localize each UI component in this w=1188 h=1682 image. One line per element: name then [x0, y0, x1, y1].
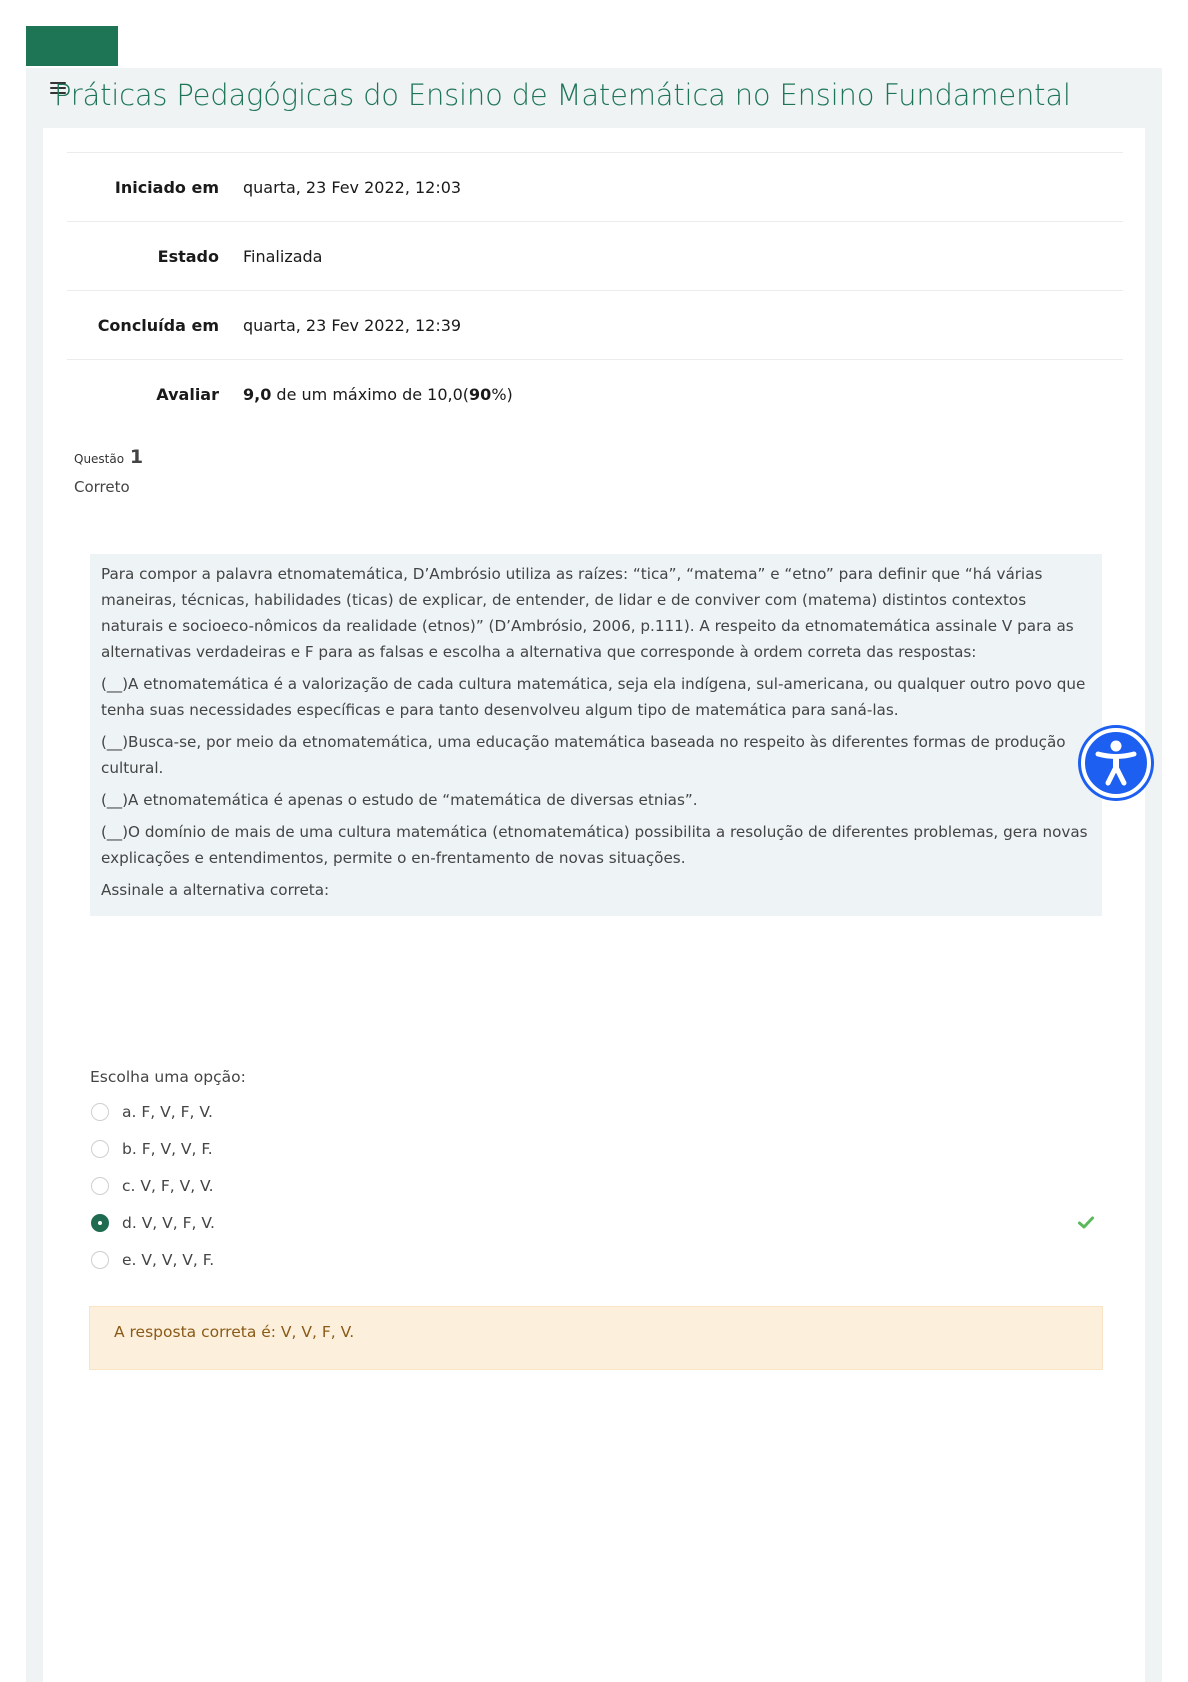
quiz-review-card: [43, 128, 1145, 1682]
radio-button[interactable]: [91, 1140, 109, 1158]
option-b[interactable]: [90, 1130, 1102, 1167]
option-label[interactable]: c. V, F, V, V.: [122, 1176, 214, 1195]
correct-answer-feedback: A resposta correta é: V, V, F, V.: [89, 1306, 1103, 1370]
grade-score: 9,0: [243, 384, 272, 404]
question-paragraph: (__)O domínio de mais de uma cultura matemática (etnomatemática) possibilita a resolução de diferentes problemas, gera novas explicações e entendimentos, permite o en-frentamento de novas situações.: [101, 823, 1088, 867]
summary-label: Iniciado em: [114, 177, 219, 197]
page-title: Práticas Pedagógicas do Ensino de Matemática no Ensino Fundamental: [54, 78, 1071, 112]
grade-percent-suffix: %): [491, 384, 513, 404]
answer-options: [90, 1068, 1102, 1278]
question-paragraph: Assinale a alternativa correta:: [101, 881, 330, 899]
question-label: Questão: [74, 452, 125, 466]
summary-row-started: [67, 152, 1123, 221]
radio-button[interactable]: [91, 1177, 109, 1195]
summary-value: Finalizada: [243, 246, 323, 266]
summary-value: quarta, 23 Fev 2022, 12:03: [243, 177, 462, 197]
question-text: [90, 554, 1102, 916]
brand-logo-block[interactable]: [26, 26, 118, 66]
radio-button[interactable]: [91, 1251, 109, 1269]
summary-label: Avaliar: [156, 384, 219, 404]
option-label[interactable]: e. V, V, V, F.: [122, 1250, 215, 1269]
question-paragraph: (__)A etnomatemática é apenas o estudo de “matemática de diversas etnias”.: [101, 791, 698, 809]
option-c[interactable]: [90, 1167, 1102, 1204]
option-label[interactable]: d. V, V, F, V.: [122, 1213, 215, 1232]
summary-row-completed: [67, 290, 1123, 359]
radio-button-selected[interactable]: [91, 1214, 109, 1232]
accessibility-button[interactable]: [1078, 725, 1154, 801]
option-label[interactable]: b. F, V, V, F.: [122, 1139, 213, 1158]
question-info: [74, 446, 143, 496]
grade-percent: 90: [469, 384, 492, 404]
check-icon: [1078, 1216, 1094, 1229]
option-d[interactable]: [90, 1204, 1102, 1241]
question-paragraph: (__)Busca-se, por meio da etnomatemática, uma educação matemática baseada no respeito às diferentes formas de produção cultural.: [101, 733, 1066, 777]
question-state: Correto: [74, 478, 130, 496]
question-number-value: 1: [129, 446, 144, 468]
question-paragraph: Para compor a palavra etnomatemática, D’Ambrósio utiliza as raízes: “tica”, “matema” e “etno” para definir que “há várias maneiras, técnicas, habilidades (ticas) de explicar, de entender, de lidar e de conviver com (matema) distintos contextos naturais e socioeco-nômicos da realidade (etnos)” (D’Ambrósio, 2006, p.111). A respeito da etnomatemática assinale V para as alternativas verdadeiras e F para as falsas e escolha a alternativa que corresponde à ordem correta das respostas:: [101, 565, 1074, 661]
option-label[interactable]: a. F, V, F, V.: [122, 1102, 213, 1121]
grade-text: de um máximo de 10,0(: [271, 384, 470, 404]
accessibility-icon: [1078, 725, 1154, 801]
summary-row-grade: [67, 359, 1123, 428]
attempt-summary-table: [67, 152, 1123, 428]
summary-label: Concluída em: [97, 315, 219, 335]
radio-button[interactable]: [91, 1103, 109, 1121]
question-number: [74, 446, 143, 468]
option-e[interactable]: [90, 1241, 1102, 1278]
summary-label: Estado: [157, 246, 219, 266]
summary-row-state: [67, 221, 1123, 290]
summary-value: quarta, 23 Fev 2022, 12:39: [243, 315, 462, 335]
question-paragraph: (__)A etnomatemática é a valorização de cada cultura matemática, seja ela indígena, sul-americana, ou qualquer outro povo que tenha suas necessidades específicas e para tanto desenvolveu algum tipo de matemática para saná-las.: [101, 675, 1086, 719]
grade-value: [243, 385, 513, 404]
option-a[interactable]: [90, 1093, 1102, 1130]
answer-prompt: Escolha uma opção:: [90, 1068, 246, 1086]
